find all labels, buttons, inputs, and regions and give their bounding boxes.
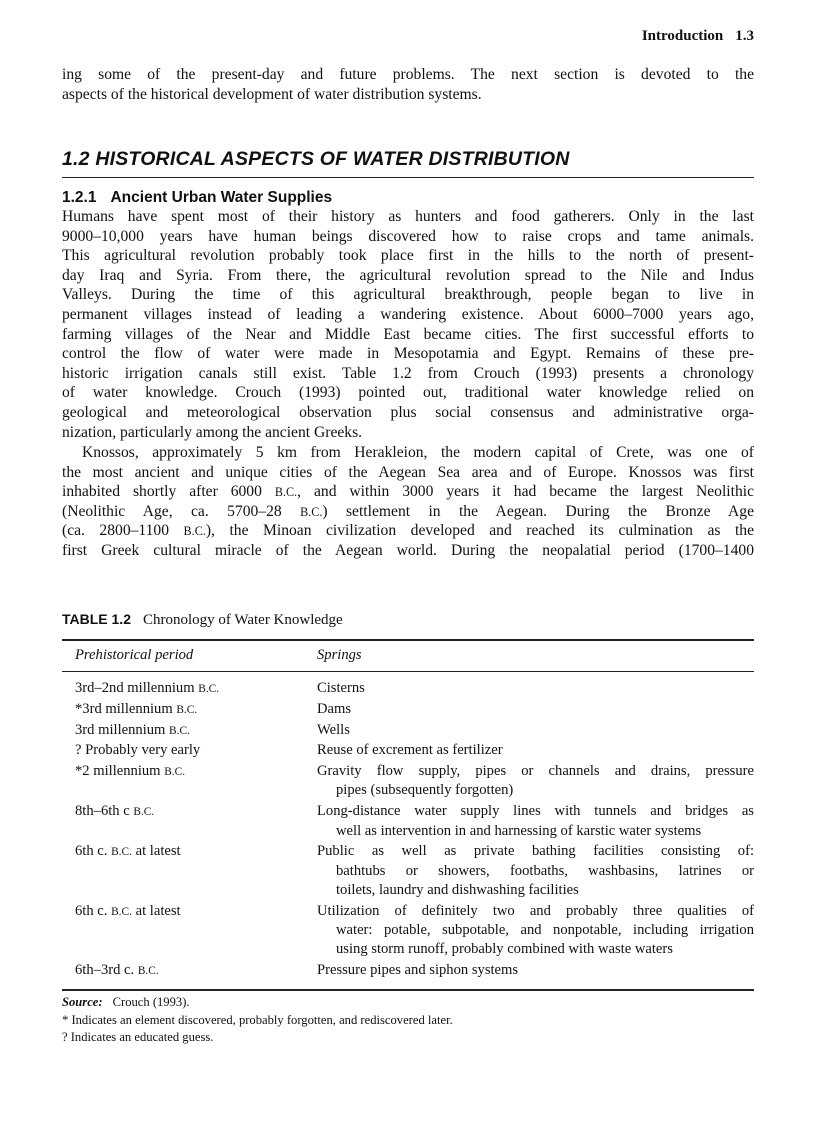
table-bottom-rule xyxy=(62,989,754,991)
paragraph-1 xyxy=(62,207,754,442)
cell-line: Pressure pipes and siphon systems xyxy=(317,962,519,979)
footnote-question: ? Indicates an educated guess. xyxy=(62,1030,214,1044)
table-label: TABLE 1.2 xyxy=(62,611,131,627)
section-heading: 1.2 HISTORICAL ASPECTS OF WATER DISTRIBUTION xyxy=(62,148,570,170)
period-cell: 3rd millennium B.C. xyxy=(75,721,190,738)
table-header-row xyxy=(62,643,754,671)
cell-line: pipes (subsequently forgotten) xyxy=(336,782,514,799)
cell-line: toilets, laundry and dishwashing facilities xyxy=(336,881,579,898)
subsection-number: 1.2.1 xyxy=(62,189,97,206)
text-line: day Iraq and Syria. From there, the agricultural revolution spread to the Nile and Indus xyxy=(62,266,754,284)
cell-line: water: potable, subpotable, and nonpotable, including irrigation xyxy=(336,922,754,939)
table-row xyxy=(62,700,754,719)
table-row xyxy=(62,961,754,980)
table-footnotes xyxy=(62,994,453,1047)
header-period: Prehistorical period xyxy=(75,647,194,663)
cell-line: Utilization of definitely two and probably three qualities of xyxy=(317,902,754,919)
period-cell: 8th–6th c B.C. xyxy=(75,803,155,820)
cell-line: bathtubs or showers, footbaths, washbasins, latrines or xyxy=(336,862,754,879)
period-cell: *2 millennium B.C. xyxy=(75,763,186,780)
cell-line: Wells xyxy=(317,721,350,738)
table-row xyxy=(62,902,754,960)
springs-cell xyxy=(317,842,754,900)
subsection-title: Ancient Urban Water Supplies xyxy=(110,189,333,206)
text-line: geological and meteorological observation plus social consensus and administrative orga- xyxy=(62,403,754,421)
period-cell: 3rd–2nd millennium B.C. xyxy=(75,680,220,696)
text-line: aspects of the historical development of water distribution systems. xyxy=(62,85,482,103)
running-head xyxy=(642,28,754,45)
table-row xyxy=(62,762,754,801)
table-body xyxy=(62,679,754,980)
cell-line: Dams xyxy=(317,700,352,717)
springs-cell xyxy=(317,741,754,760)
source-label: Source: xyxy=(62,995,103,1009)
table-title: Chronology of Water Knowledge xyxy=(142,612,343,628)
chronology-table xyxy=(62,643,754,982)
running-head-section: Introduction xyxy=(641,28,724,44)
period-cell: *3rd millennium B.C. xyxy=(75,700,198,717)
text-line: first Greek cultural miracle of the Aegean world. During the neopalatial period (1700–1400 xyxy=(62,541,754,559)
springs-cell xyxy=(317,802,754,841)
text-line: nization, particularly among the ancient Greeks. xyxy=(62,423,363,441)
table-row xyxy=(62,721,754,740)
period-cell: 6th c. B.C. at latest xyxy=(75,843,181,860)
table-row xyxy=(62,741,754,760)
springs-cell xyxy=(317,902,754,960)
text-line: Knossos, approximately 5 km from Herakleion, the modern capital of Crete, was one of xyxy=(82,444,754,461)
source-text: Crouch (1993). xyxy=(112,995,190,1009)
table-top-rule xyxy=(62,639,754,641)
table-row xyxy=(62,679,754,698)
springs-cell xyxy=(317,721,754,740)
text-line: historic irrigation canals still exist. Table 1.2 from Crouch (1993) presents a chronology xyxy=(62,364,754,382)
cell-line: Long-distance water supply lines with tunnels and bridges as xyxy=(317,803,754,820)
table-row xyxy=(62,802,754,841)
text-line: control the flow of water were made in Mesopotamia and Egypt. Remains of these pre- xyxy=(62,345,754,363)
header-springs: Springs xyxy=(317,647,362,663)
text-line: ing some of the present-day and future problems. The next section is devoted to the xyxy=(62,66,754,83)
footnote-asterisk: * Indicates an element discovered, probably forgotten, and rediscovered later. xyxy=(62,1012,453,1027)
text-line: of water knowledge. Crouch (1993) pointed out, traditional water knowledge relied on xyxy=(62,384,754,402)
source-note xyxy=(62,994,453,1012)
paragraph-2 xyxy=(62,443,754,561)
text-line: the most ancient and unique cities of the Aegean Sea area and of Europe. Knossos was first xyxy=(62,463,754,481)
cell-line: Reuse of excrement as fertilizer xyxy=(317,742,503,759)
period-cell: ? Probably very early xyxy=(75,742,201,759)
text-line: permanent villages instead of leading a wandering existence. About 6000–7000 years ago, xyxy=(62,305,754,323)
springs-cell xyxy=(317,961,754,980)
cell-line: well as intervention in and harnessing of karstic water systems xyxy=(336,822,702,839)
table-caption xyxy=(62,611,343,629)
period-cell: 6th c. B.C. at latest xyxy=(75,902,181,919)
page-number: 1.3 xyxy=(735,28,754,44)
text-line: This agricultural revolution probably took place first in the hills to the north of present- xyxy=(62,247,754,265)
cell-line: using storm runoff, probably combined with waste waters xyxy=(336,941,673,958)
text-line: Valleys. During the time of this agricultural breakthrough, people began to live in xyxy=(62,286,754,304)
text-line: inhabited shortly after 6000 B.C., and within 3000 years it had became the largest Neolithic xyxy=(62,483,755,501)
cell-line: Gravity flow supply, pipes or channels and drains, pressure xyxy=(317,763,754,780)
text-line: 9000–10,000 years have human beings discovered how to raise crops and tame animals. xyxy=(62,227,754,245)
springs-cell xyxy=(317,700,754,719)
text-line: farming villages of the Near and Middle East became cities. The first successful efforts to xyxy=(62,325,754,343)
cell-line: Public as well as private bathing facilities consisting of: xyxy=(317,843,754,860)
cell-line: Cisterns xyxy=(317,680,365,696)
text-line: (ca. 2800–1100 B.C.), the Minoan civilization developed and reached its culmination as the xyxy=(62,522,755,540)
subsection-heading xyxy=(62,189,332,207)
springs-cell xyxy=(317,679,754,698)
period-cell: 6th–3rd c. B.C. xyxy=(75,962,159,979)
text-line: (Neolithic Age, ca. 5700–28 B.C.) settlement in the Aegean. During the Bronze Age xyxy=(62,502,754,520)
springs-cell xyxy=(317,762,754,801)
heading-rule xyxy=(62,177,754,178)
intro-paragraph xyxy=(62,65,754,104)
text-line: Humans have spent most of their history as hunters and food gatherers. Only in the last xyxy=(62,208,754,225)
table-row xyxy=(62,842,754,900)
